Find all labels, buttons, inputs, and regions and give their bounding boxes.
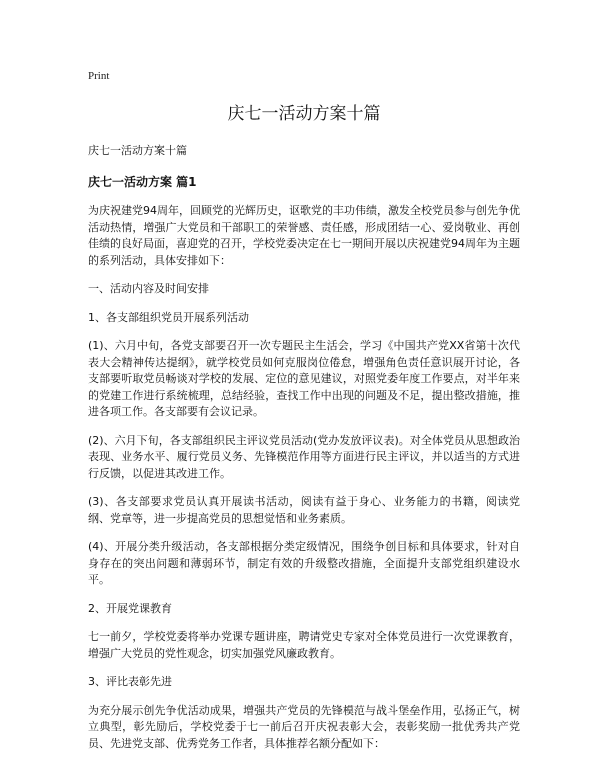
heading-party-lecture: 2、开展党课教育 (88, 601, 172, 615)
heading-commendation: 3、评比表彰先进 (88, 675, 172, 688)
document-subtitle: 庆七一活动方案十篇 (88, 144, 187, 157)
item-4-paragraph: (4)、开展分类升级活动，各支部根据分类定级情况，围绕争创目标和具体要求，针对自身存在的突出问题和薄弱环节，制定有效的升级整改措施，全面提升支部党组织建设水平。 (88, 540, 520, 586)
heading-activity-content: 一、活动内容及时间安排 (88, 282, 209, 295)
heading-branch-activities: 1、各支部组织党员开展系列活动 (88, 310, 249, 324)
intro-paragraph: 为庆祝建党94周年，回顾党的光辉历史，讴歌党的丰功伟绩，激发全校党员参与创先争优活动热情，增强广大党员和干部职工的荣誉感、责任感，形成团结一心、爱岗敬业、再创佳绩的良好局面，喜迎党的召开，学校党委决定在七一期间开展以庆祝建党94周年为主题的系列活动，具体安排如下： (88, 204, 520, 267)
print-link[interactable]: Print (88, 70, 110, 82)
item-2-paragraph: (2)、六月下旬，各支部组织民主评议党员活动(党办发放评议表)。对全体党员从思想政治表现、业务水平、履行党员义务、先锋模范作用等方面进行民主评议，并以适当的方式进行反馈，以促进其改进工作。 (88, 433, 520, 480)
commendation-paragraph: 为充分展示创先争优活动成果，增强共产党员的先锋模范与战斗堡垒作用，弘扬正气，树立典型，彰先励后，学校党委于七一前后召开庆祝表彰大会，表彰奖励一批优秀共产党员、先进党支部、优秀党务工作者，具体推荐名额分配如下： (88, 703, 520, 750)
document-title: 庆七一活动方案十篇 (227, 104, 381, 124)
item-3-paragraph: (3)、各支部要求党员认真开展读书活动，阅读有益于身心、业务能力的书籍，阅读党纲、党章等，进一步提高党员的思想觉悟和业务素质。 (88, 495, 520, 525)
item-1-paragraph: (1)、六月中旬，各党支部要召开一次专题民主生活会，学习《中国共产党XX省第十次代表大会精神传达提纲》，就学校党员如何克服岗位倦怠，增强角色责任意识展开讨论，各支部要听取党员畅谈对学校的发展、定位的意见建议，对照党委年度工作要点，对半年来的党建工作进行系统梳理，总结经验，查找工作中出现的问题及不足，提出整改措施，推进各项工作。各支部要有会议记录。 (88, 339, 520, 418)
document-page (88, 70, 520, 764)
party-lecture-paragraph: 七一前夕，学校党委将举办党课专题讲座，聘请党史专家对全体党员进行一次党课教育，增强广大党员的党性观念，切实加强党风廉政教育。 (88, 630, 520, 660)
section-title: 庆七一活动方案 篇1 (88, 175, 197, 189)
